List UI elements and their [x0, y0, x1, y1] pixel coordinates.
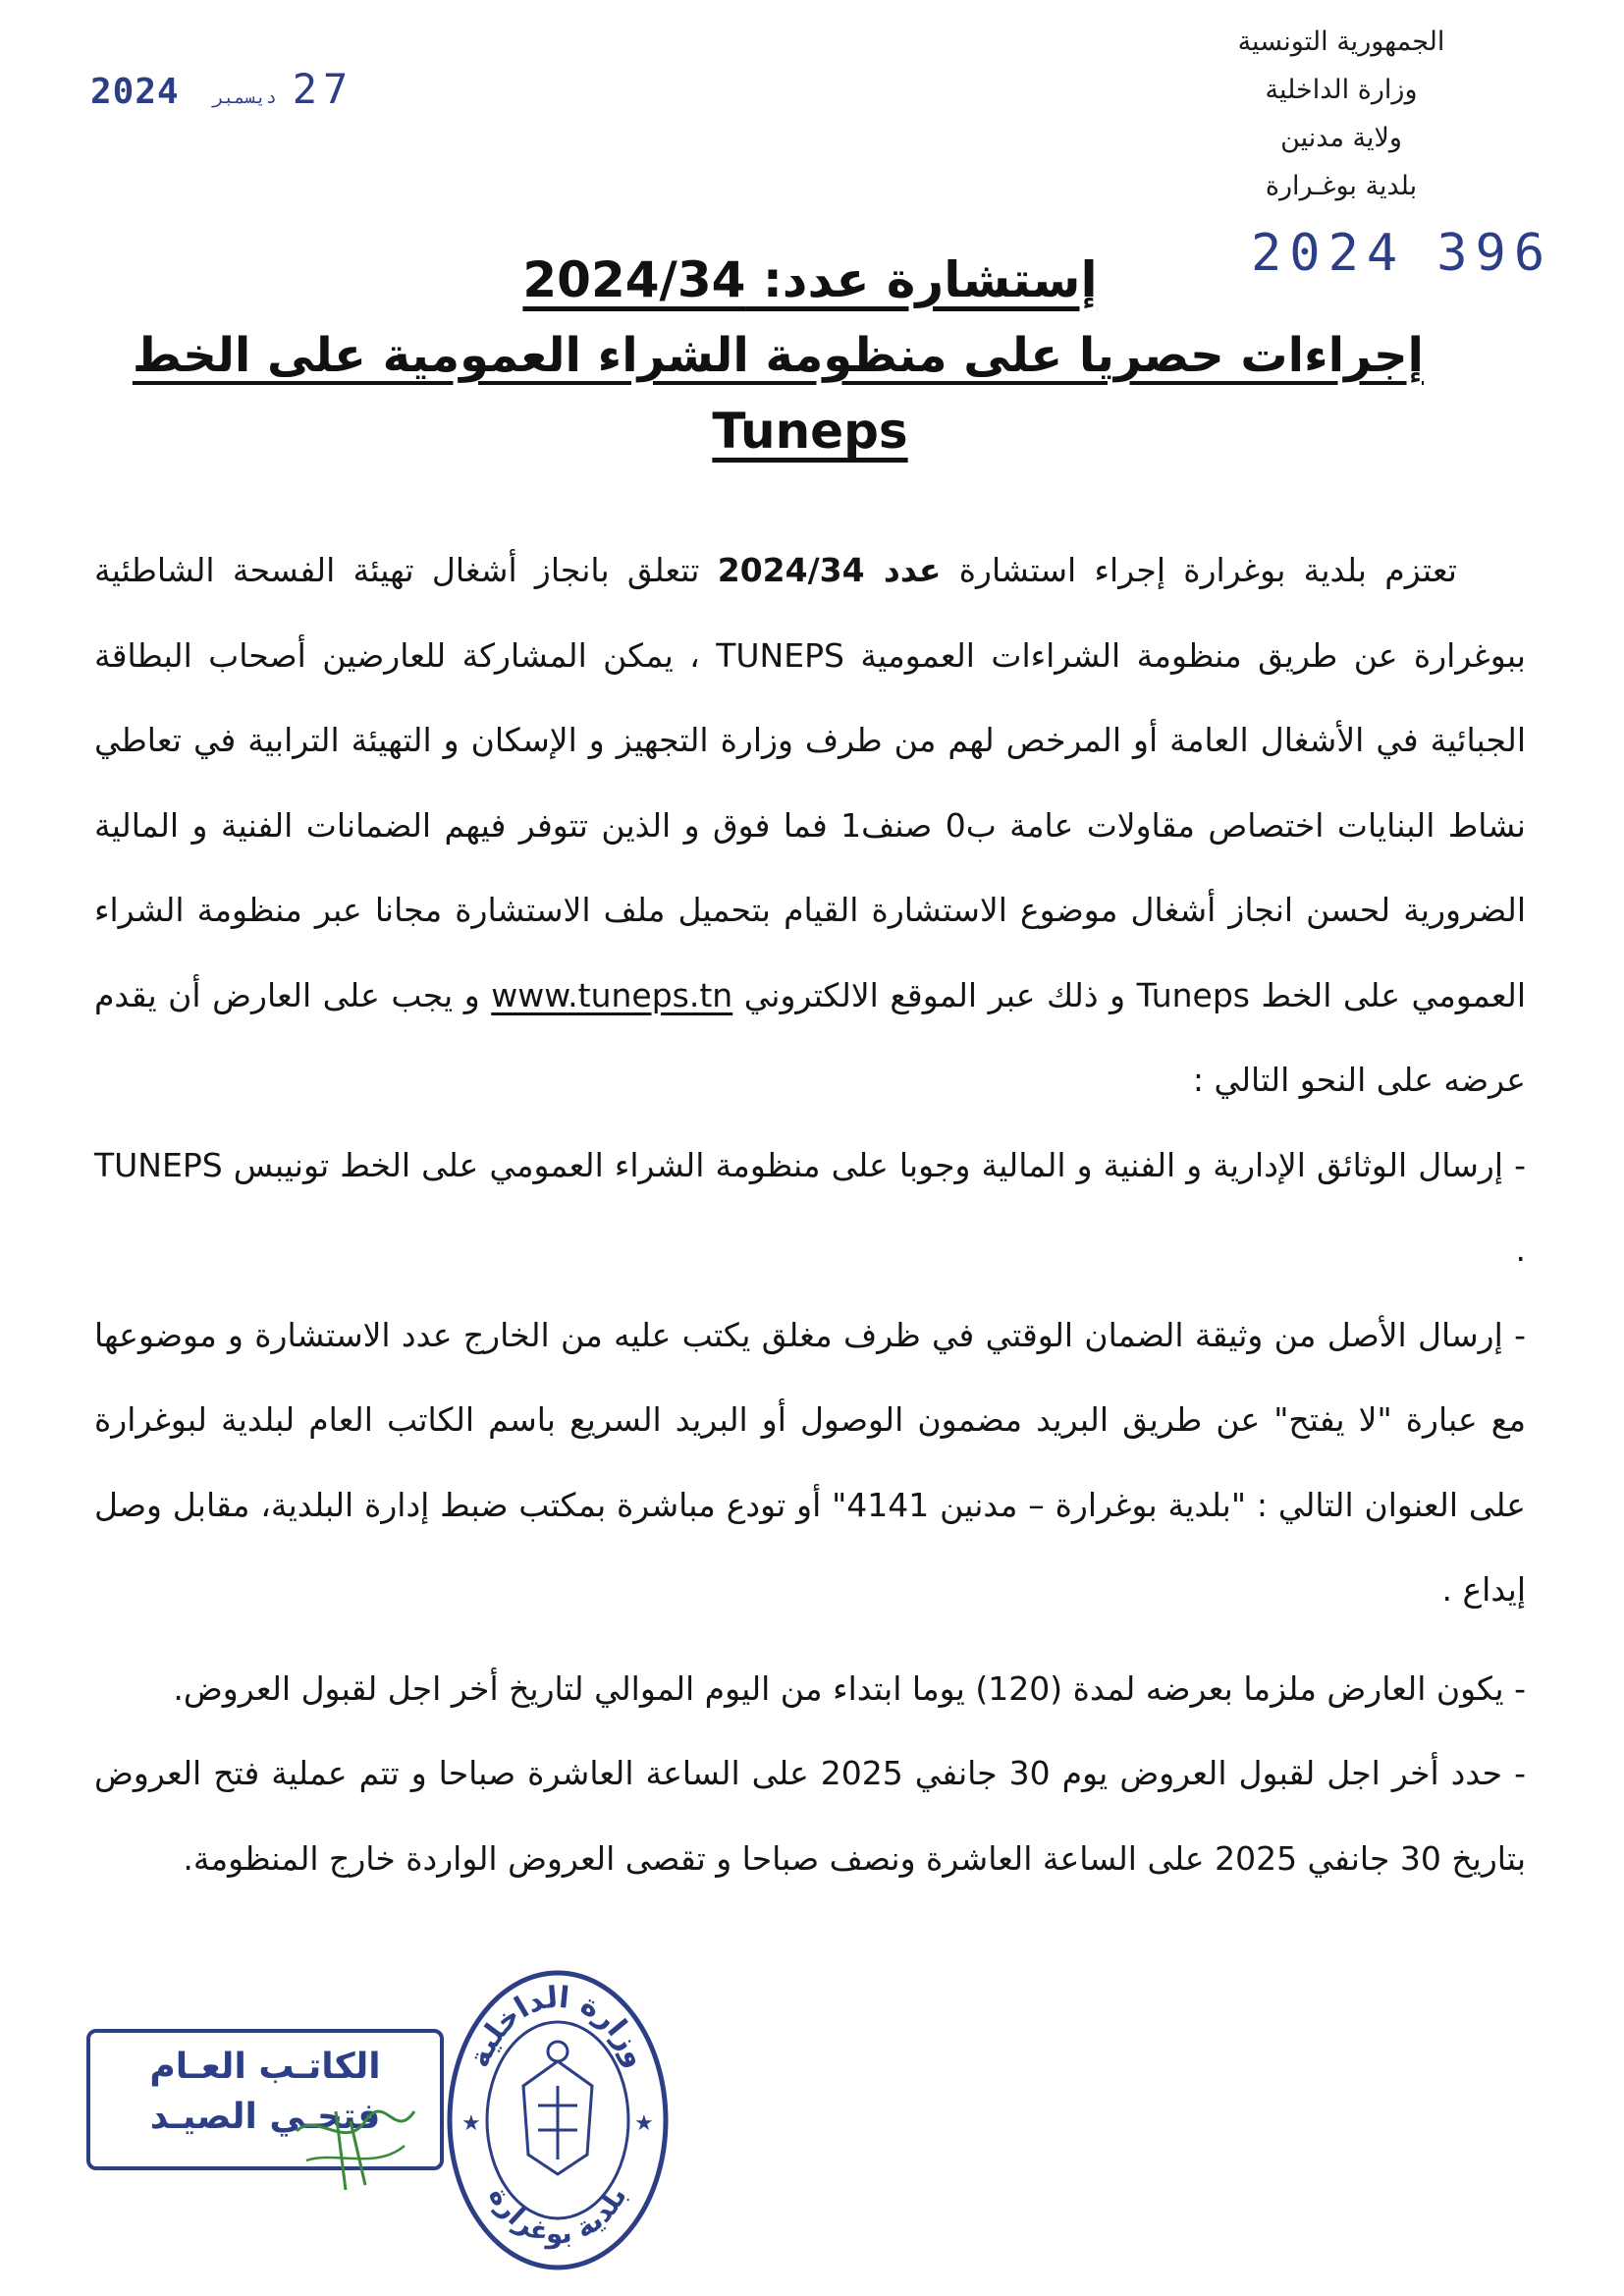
letterhead-governorate: ولاية مدنين — [1280, 123, 1402, 153]
secretary-general-title: الكاتـب العـام — [149, 2047, 381, 2087]
date-stamp-year: 2024 — [90, 72, 180, 112]
handwritten-signature — [277, 2092, 424, 2200]
requirement-item-2: - إرسال الأصل من وثيقة الضمان الوقتي في ظرف مغلق يكتب عليه من الخارج عدد الاستشارة و موضوعها مع عبارة "لا يفتح" عن طريق البريد مضمون الوصول أو البريد السريع باسم الكاتب العام لبلدية لبوغرارة على العنوان التالي : "بلدية بوغرارة – مدنين 4141" أو تودع مباشرة بمكتب ضبط إدارة البلدية، مقابل وصل إيداع . — [94, 1315, 1526, 1609]
date-stamp — [90, 65, 353, 113]
svg-text:وزارة الداخلية — [461, 1981, 653, 2073]
seal-star-right-icon: ★ — [634, 2111, 654, 2136]
requirement-item-1: - إرسال الوثائق الإدارية و الفنية و المالية وجوبا على منظومة الشراء العمومي على الخط تونيبس TUNEPS . — [94, 1145, 1526, 1269]
svg-text:بلدية بوغرارة — [482, 2181, 633, 2251]
seal-star-left-icon: ★ — [461, 2111, 481, 2136]
consultation-number-title: إستشارة عدد: 2024/34 — [522, 251, 1098, 308]
intro-text-b: تتعلق بانجاز أشغال تهيئة الفسحة الشاطئية ببوغرارة عن طريق منظومة الشراءات العمومية TUNEPS ، يمكن المشاركة للعارضين أصحاب البطاقة الجبائية في الأشغال العامة أو المرخص لهم من طرف وزارة التجهيز و الإسكان و التهيئة الترابية في تعاطي نشاط البنايات اختصاص مقاولات عامة ب0 صنف1 فما فوق و الذين تتوفر فيهم الضمانات الفنية و المالية الضرورية لحسن انجاز أشغال موضوع الاستشارة القيام بتحميل ملف الاستشارة مجانا عبر منظومة الشراء العمومي على الخط Tuneps و ذلك عبر الموقع الالكتروني — [94, 551, 1527, 1014]
tuneps-website-link[interactable]: www.tuneps.tn — [491, 975, 733, 1014]
seal-top-text: وزارة الداخلية — [461, 1980, 654, 2073]
date-stamp-month: ديسمبر — [212, 87, 277, 108]
platform-title: Tuneps — [712, 403, 908, 460]
letterhead-ministry: وزارة الداخلية — [1265, 75, 1418, 105]
requirement-item-3: - يكون العارض ملزما بعرضه لمدة (120) يوما ابتداء من اليوم الموالي لتاريخ أخر اجل لقبول العروض. — [173, 1668, 1526, 1708]
date-stamp-day: 27 — [292, 65, 354, 113]
secretary-general-stamp — [86, 2029, 444, 2170]
notice-body — [94, 528, 1526, 1901]
letterhead — [1164, 18, 1518, 210]
letterhead-country: الجمهورية التونسية — [1237, 27, 1445, 57]
reference-number: 396 — [1436, 224, 1553, 283]
secretary-general-name: فتحـي الصيـد — [149, 2097, 381, 2137]
seal-bottom-text: بلدية بوغرارة — [482, 2180, 633, 2251]
intro-text-c: و يجب على العارض أن يقدم عرضه على النحو التالي : — [94, 975, 1526, 1099]
reference-year: 2024 — [1251, 224, 1406, 283]
municipality-seal — [440, 1948, 676, 2282]
intro-paragraph — [94, 528, 1526, 1123]
requirement-item-4: - حدد أخر اجل لقبول العروض يوم 30 جانفي 2025 على الساعة العاشرة صباحا و تتم عملية فتح العروض بتاريخ 30 جانفي 2025 على الساعة العاشرة ونصف صباحا و تقصى العروض الواردة خارج المنظومة. — [94, 1754, 1526, 1878]
procedure-title: إجراءات حصريا على منظومة الشراء العمومية على الخط — [132, 328, 1424, 383]
consultation-number-inline: عدد 2024/34 — [717, 551, 942, 589]
intro-text-a: تعتزم بلدية بوغرارة إجراء استشارة — [941, 551, 1457, 589]
letterhead-municipality: بلدية بوغـرارة — [1265, 171, 1418, 201]
